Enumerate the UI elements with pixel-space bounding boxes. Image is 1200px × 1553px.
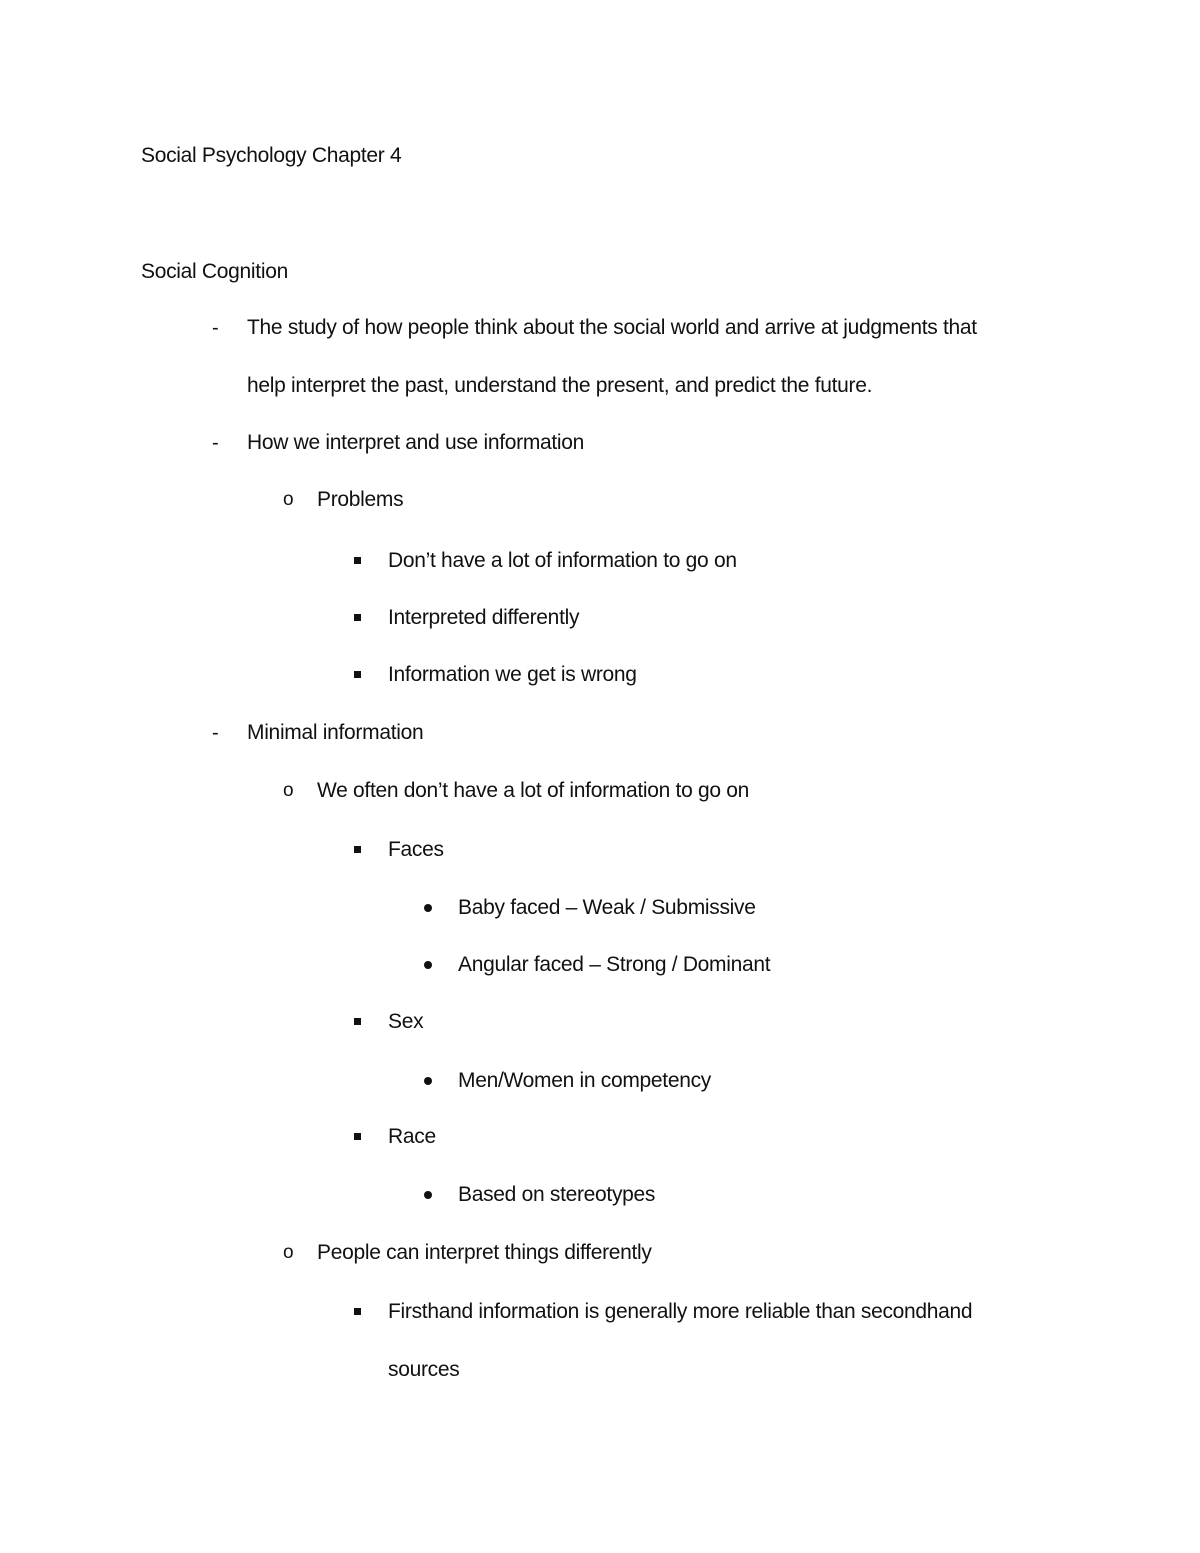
list-item-text: Minimal information [247,721,424,744]
dash-bullet: - [212,432,219,454]
dot-bullet [424,1191,432,1199]
square-bullet [354,1133,361,1140]
list-item-text: Sex [388,1010,424,1033]
list-item-text: Interpreted differently [388,606,580,629]
list-item-text: Men/Women in competency [458,1069,711,1092]
list-item-text: Faces [388,838,444,861]
square-bullet [354,671,361,678]
list-item-text: Problems [317,488,404,511]
section-heading: Social Cognition [141,260,288,283]
list-item-text: Based on stereotypes [458,1183,656,1206]
square-bullet [354,1018,361,1025]
list-item-text: Race [388,1125,436,1148]
list-item-text: The study of how people think about the social world and arrive at judgments that [247,316,977,339]
square-bullet [354,614,361,621]
list-item-text: Angular faced – Strong / Dominant [458,953,771,976]
square-bullet [354,1308,361,1315]
document-title: Social Psychology Chapter 4 [141,144,402,167]
list-item-text: Baby faced – Weak / Submissive [458,896,756,919]
square-bullet [354,846,361,853]
list-item-text: People can interpret things differently [317,1241,652,1264]
dot-bullet [424,961,432,969]
dot-bullet [424,1077,432,1085]
circle-bullet: o [283,1242,294,1263]
list-item-text: Information we get is wrong [388,663,637,686]
dash-bullet: - [212,722,219,744]
circle-bullet: o [283,780,294,801]
circle-bullet: o [283,489,294,510]
list-item-text: We often don’t have a lot of information to go on [317,779,750,802]
dot-bullet [424,904,432,912]
dash-bullet: - [212,317,219,339]
square-bullet [354,557,361,564]
list-item-text: Don’t have a lot of information to go on [388,549,737,572]
list-item-text: How we interpret and use information [247,431,585,454]
list-item-text: Firsthand information is generally more reliable than secondhand [388,1300,973,1323]
list-item-text: help interpret the past, understand the present, and predict the future. [247,374,873,397]
list-item-text: sources [388,1358,460,1381]
